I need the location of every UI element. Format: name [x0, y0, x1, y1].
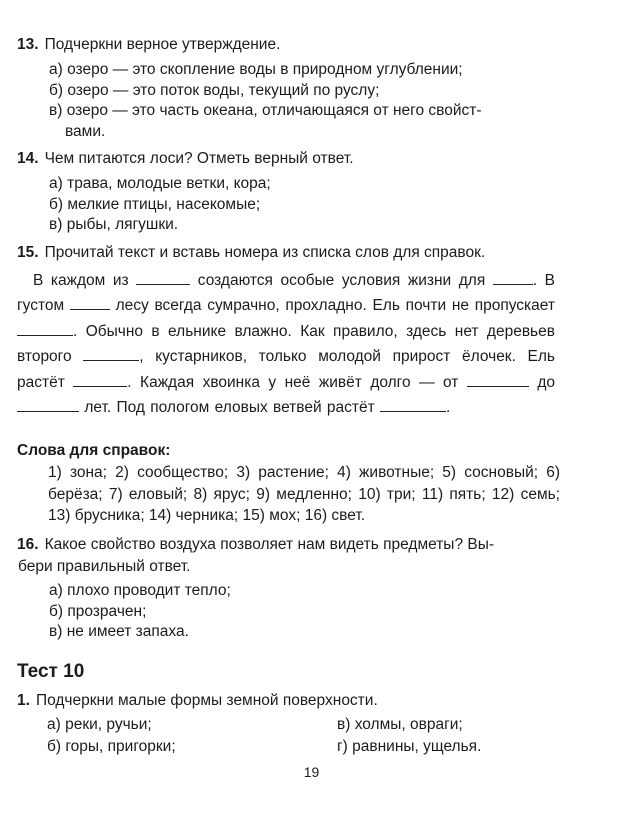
passage-text: . Обычно в ельнике влажно. Как правило, здесь нет деревьев второго: [17, 322, 555, 366]
option-c[interactable]: в) озеро — это часть океана, отличающаяся от него свойст-: [49, 102, 482, 119]
option-a[interactable]: а) озеро — это скопление воды в природном углублении;: [49, 61, 463, 78]
question-number: 16.: [17, 536, 39, 553]
option-d[interactable]: г) равнины, ущелья.: [337, 738, 482, 755]
option-b[interactable]: б) озеро — это поток воды, текущий по руслу;: [49, 81, 380, 99]
passage-text: .: [446, 399, 451, 417]
page-number: 19: [303, 764, 320, 780]
question-text: Чем питаются лоси? Отметь верный ответ.: [44, 150, 354, 167]
blank-field[interactable]: [73, 372, 127, 387]
blank-field[interactable]: [70, 295, 110, 310]
blank-field[interactable]: [136, 270, 190, 285]
question-number: 14.: [17, 150, 39, 167]
option-a[interactable]: а) реки, ручьи;: [47, 716, 152, 733]
question-text: Прочитай текст и вставь номера из списка слов для справок.: [44, 244, 486, 261]
test10-question-1: [17, 690, 597, 758]
fill-in-passage: [17, 268, 555, 420]
blank-field[interactable]: [83, 346, 139, 361]
option-c[interactable]: в) рыбы, лягушки.: [49, 216, 179, 233]
passage-text: В каждом из: [33, 272, 129, 289]
passage-text: , кустарников, только молодой прирост ёлочек. Ель растёт: [17, 348, 555, 391]
blank-field[interactable]: [493, 270, 533, 285]
question-15-header: [17, 242, 597, 264]
question-14: [17, 148, 597, 236]
option-c[interactable]: в) холмы, овраги;: [337, 716, 463, 733]
passage-text: лет. Под пологом еловых ветвей растёт: [84, 399, 375, 417]
question-text: Какое свойство воздуха позволяет нам видеть предметы? Вы-: [44, 536, 495, 553]
blank-field[interactable]: [17, 321, 73, 336]
question-number: 13.: [17, 36, 39, 53]
option-b[interactable]: б) мелкие птицы, насекомые;: [49, 195, 261, 213]
question-13-header: [17, 34, 597, 56]
option-b[interactable]: б) горы, пригорки;: [47, 738, 176, 755]
passage-text: . Каждая хвоинка у неё живёт долго — от: [127, 373, 459, 391]
options-grid: [47, 714, 597, 758]
option-a[interactable]: а) плохо проводит тепло;: [49, 582, 231, 599]
option-c-continuation[interactable]: вами.: [65, 122, 106, 140]
passage-text: до: [537, 373, 556, 391]
question-16: [17, 534, 597, 643]
blank-field[interactable]: [17, 397, 79, 412]
question-text: Подчеркни верное утверждение.: [44, 36, 281, 53]
reference-words-title: Слова для справок:: [17, 442, 171, 459]
question-14-header: [17, 148, 597, 170]
passage-text: лесу всегда сумрачно, прохладно. Ель почти не пропускает: [115, 297, 555, 315]
passage-text: . В густом: [17, 272, 556, 315]
blank-field[interactable]: [380, 397, 446, 412]
question-1-header: [17, 690, 597, 712]
option-c[interactable]: в) не имеет запаха.: [49, 623, 189, 640]
reference-words-list: 1) зона; 2) сообщество; 3) растение; 4) животные; 5) сосновый; 6) берёза; 7) еловый; 8) ярус; 9) медленно; 10) три; 11) пять; 12) семь; 13) брусника; 14) черника; 15) мох; 16) свет.: [48, 464, 560, 524]
question-number: 1.: [17, 692, 30, 709]
options-list: [49, 60, 597, 142]
question-16-header: [17, 534, 597, 556]
question-15: [17, 242, 597, 264]
option-a[interactable]: а) трава, молодые ветки, кора;: [49, 175, 271, 192]
test-title: Тест 10: [17, 661, 85, 682]
question-16-header-continuation: бери правильный ответ.: [18, 558, 191, 575]
passage-text: создаются особые условия жизни для: [197, 272, 486, 289]
option-b[interactable]: б) прозрачен;: [49, 602, 147, 620]
question-number: 15.: [17, 244, 39, 261]
options-list: [49, 174, 597, 236]
question-text: Подчеркни малые формы земной поверхности.: [35, 692, 378, 709]
blank-field[interactable]: [467, 372, 529, 387]
options-list: [49, 581, 597, 643]
question-13: [17, 34, 597, 142]
